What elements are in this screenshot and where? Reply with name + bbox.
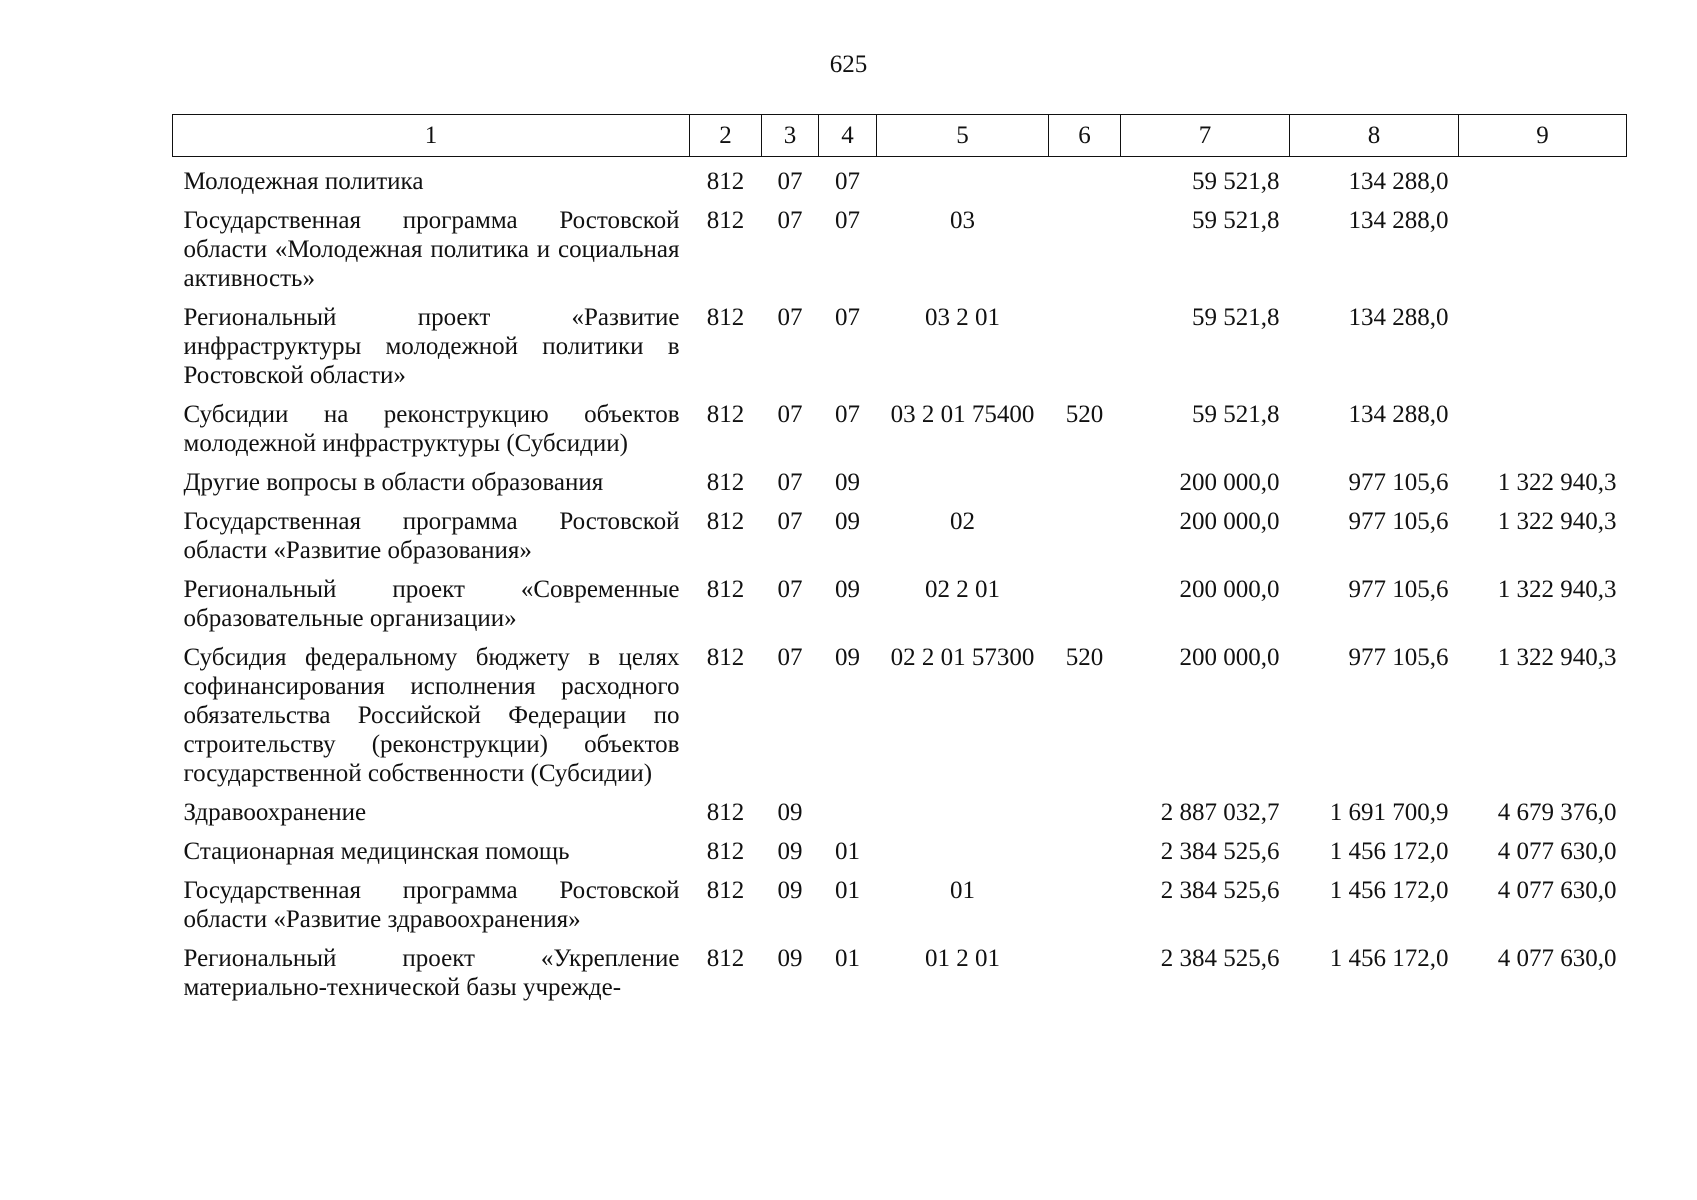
row-name: Государственная программа Ростовской области «Развитие образования» <box>183 508 680 564</box>
row-ministry-code: 812 <box>706 207 745 234</box>
row-name: Региональный проект «Современные образовательные организации» <box>183 576 680 632</box>
row-amount-col8: 977 105,6 <box>1348 469 1449 496</box>
row-amount-col8: 977 105,6 <box>1348 576 1449 603</box>
row-subsection-code: 07 <box>835 401 860 428</box>
row-section-code: 07 <box>777 469 803 496</box>
row-expense-type <box>1049 196 1121 293</box>
row-ministry-code: 812 <box>706 508 745 535</box>
row-name: Государственная программа Ростовской области «Молодежная политика и социальная активность» <box>183 207 680 292</box>
row-amount-col9: 4 077 630,0 <box>1497 838 1617 865</box>
row-amount-col8: 134 288,0 <box>1348 304 1449 331</box>
row-subsection-code: 07 <box>835 168 860 195</box>
table-row <box>173 866 1627 934</box>
table-row <box>173 934 1627 1002</box>
row-amount-col7: 59 521,8 <box>1192 207 1280 234</box>
row-ministry-code: 812 <box>706 401 745 428</box>
row-expense-type <box>1049 458 1121 497</box>
table-row <box>173 633 1627 788</box>
row-amount-col9: 1 322 940,3 <box>1497 644 1617 671</box>
row-section-code: 07 <box>777 644 803 671</box>
row-amount-col8: 977 105,6 <box>1348 508 1449 535</box>
row-name: Региональный проект «Развитие инфраструктуры молодежной политики в Ростовской области» <box>183 304 680 389</box>
row-expense-type <box>1049 565 1121 633</box>
header-col-8: 8 <box>1290 115 1459 157</box>
row-expense-type <box>1049 866 1121 934</box>
row-target-article: 03 2 01 75400 <box>890 401 1035 428</box>
table-row <box>173 293 1627 390</box>
row-amount-col8: 1 691 700,9 <box>1329 799 1449 826</box>
row-subsection-code: 07 <box>835 207 860 234</box>
row-name: Другие вопросы в области образования <box>183 469 604 496</box>
row-amount-col8: 134 288,0 <box>1348 168 1449 195</box>
row-amount-col9 <box>1459 390 1627 458</box>
row-expense-type <box>1049 497 1121 565</box>
row-amount-col7: 200 000,0 <box>1179 576 1280 603</box>
row-section-code: 07 <box>777 401 803 428</box>
row-name: Стационарная медицинская помощь <box>183 838 570 865</box>
row-target-article <box>877 827 1049 866</box>
table-row <box>173 390 1627 458</box>
row-target-article: 02 2 01 <box>925 576 1000 603</box>
row-ministry-code: 812 <box>706 945 745 972</box>
row-target-article <box>877 458 1049 497</box>
row-ministry-code: 812 <box>706 644 745 671</box>
row-ministry-code: 812 <box>706 469 745 496</box>
row-subsection-code: 09 <box>835 644 860 671</box>
row-amount-col8: 1 456 172,0 <box>1329 877 1449 904</box>
row-expense-type <box>1049 934 1121 1002</box>
row-amount-col7: 59 521,8 <box>1192 401 1280 428</box>
row-expense-type <box>1049 293 1121 390</box>
row-amount-col7: 200 000,0 <box>1179 508 1280 535</box>
row-subsection-code: 01 <box>835 945 860 972</box>
row-section-code: 07 <box>777 304 803 331</box>
row-amount-col9: 4 679 376,0 <box>1497 799 1617 826</box>
row-amount-col7: 2 384 525,6 <box>1160 945 1280 972</box>
row-amount-col7: 2 887 032,7 <box>1160 799 1280 826</box>
row-target-article: 01 2 01 <box>925 945 1000 972</box>
row-amount-col9: 1 322 940,3 <box>1497 576 1617 603</box>
row-amount-col7: 200 000,0 <box>1179 644 1280 671</box>
table-row <box>173 157 1627 197</box>
row-expense-type <box>1049 788 1121 827</box>
table-row <box>173 827 1627 866</box>
table-row <box>173 565 1627 633</box>
row-subsection-code: 01 <box>835 877 860 904</box>
row-amount-col9 <box>1459 196 1627 293</box>
row-subsection-code: 01 <box>835 838 860 865</box>
header-col-7: 7 <box>1121 115 1290 157</box>
row-name: Региональный проект «Укрепление материально-технической базы учрежде- <box>183 945 680 1001</box>
row-amount-col7: 59 521,8 <box>1192 304 1280 331</box>
table-row <box>173 196 1627 293</box>
row-ministry-code: 812 <box>706 838 745 865</box>
row-subsection-code: 09 <box>835 469 860 496</box>
row-amount-col8: 977 105,6 <box>1348 644 1449 671</box>
header-col-5: 5 <box>877 115 1049 157</box>
row-target-article: 02 2 01 57300 <box>890 644 1035 671</box>
header-col-3: 3 <box>762 115 819 157</box>
header-col-2: 2 <box>690 115 762 157</box>
budget-table <box>172 114 1627 1002</box>
row-amount-col7: 200 000,0 <box>1179 469 1280 496</box>
row-amount-col9: 1 322 940,3 <box>1497 508 1617 535</box>
row-name: Субсидия федеральному бюджету в целях софинансирования исполнения расходного обязательства Российской Федерации по строительству (реконструкции) объектов государственной собственности (Субсидии) <box>183 644 680 787</box>
row-subsection-code <box>819 788 877 827</box>
header-col-6: 6 <box>1049 115 1121 157</box>
row-amount-col7: 2 384 525,6 <box>1160 877 1280 904</box>
table-body <box>173 157 1627 1003</box>
row-name: Субсидии на реконструкцию объектов молодежной инфраструктуры (Субсидии) <box>183 401 680 457</box>
row-section-code: 09 <box>777 877 803 904</box>
header-row <box>173 115 1627 157</box>
row-amount-col8: 1 456 172,0 <box>1329 838 1449 865</box>
table-header <box>173 115 1627 157</box>
row-ministry-code: 812 <box>706 799 745 826</box>
row-name: Молодежная политика <box>183 168 424 195</box>
row-subsection-code: 09 <box>835 508 860 535</box>
row-name: Здравоохранение <box>183 799 367 826</box>
row-section-code: 09 <box>777 945 803 972</box>
header-col-4: 4 <box>819 115 877 157</box>
row-amount-col9: 1 322 940,3 <box>1497 469 1617 496</box>
row-ministry-code: 812 <box>706 304 745 331</box>
row-section-code: 07 <box>777 576 803 603</box>
row-ministry-code: 812 <box>706 168 745 195</box>
row-expense-type: 520 <box>1065 401 1104 428</box>
row-ministry-code: 812 <box>706 576 745 603</box>
row-amount-col8: 1 456 172,0 <box>1329 945 1449 972</box>
row-target-article <box>877 157 1049 197</box>
row-target-article <box>877 788 1049 827</box>
row-target-article: 03 <box>950 207 975 234</box>
row-amount-col7: 59 521,8 <box>1192 168 1280 195</box>
row-subsection-code: 09 <box>835 576 860 603</box>
row-target-article: 01 <box>950 877 975 904</box>
row-section-code: 09 <box>777 838 803 865</box>
row-amount-col8: 134 288,0 <box>1348 207 1449 234</box>
row-section-code: 07 <box>777 508 803 535</box>
row-amount-col7: 2 384 525,6 <box>1160 838 1280 865</box>
table-row <box>173 788 1627 827</box>
page-number: 625 <box>829 51 868 78</box>
row-subsection-code: 07 <box>835 304 860 331</box>
row-amount-col9 <box>1459 157 1627 197</box>
row-amount-col9: 4 077 630,0 <box>1497 945 1617 972</box>
row-amount-col9: 4 077 630,0 <box>1497 877 1617 904</box>
header-col-9: 9 <box>1459 115 1627 157</box>
table-row <box>173 497 1627 565</box>
row-expense-type <box>1049 827 1121 866</box>
row-expense-type <box>1049 157 1121 197</box>
row-section-code: 07 <box>777 168 803 195</box>
header-col-1: 1 <box>173 115 690 157</box>
row-target-article: 03 2 01 <box>925 304 1000 331</box>
table-row <box>173 458 1627 497</box>
row-target-article: 02 <box>950 508 975 535</box>
row-section-code: 09 <box>777 799 803 826</box>
row-amount-col9 <box>1459 293 1627 390</box>
row-amount-col8: 134 288,0 <box>1348 401 1449 428</box>
row-expense-type: 520 <box>1065 644 1104 671</box>
row-name: Государственная программа Ростовской области «Развитие здравоохранения» <box>183 877 680 933</box>
row-ministry-code: 812 <box>706 877 745 904</box>
row-section-code: 07 <box>777 207 803 234</box>
